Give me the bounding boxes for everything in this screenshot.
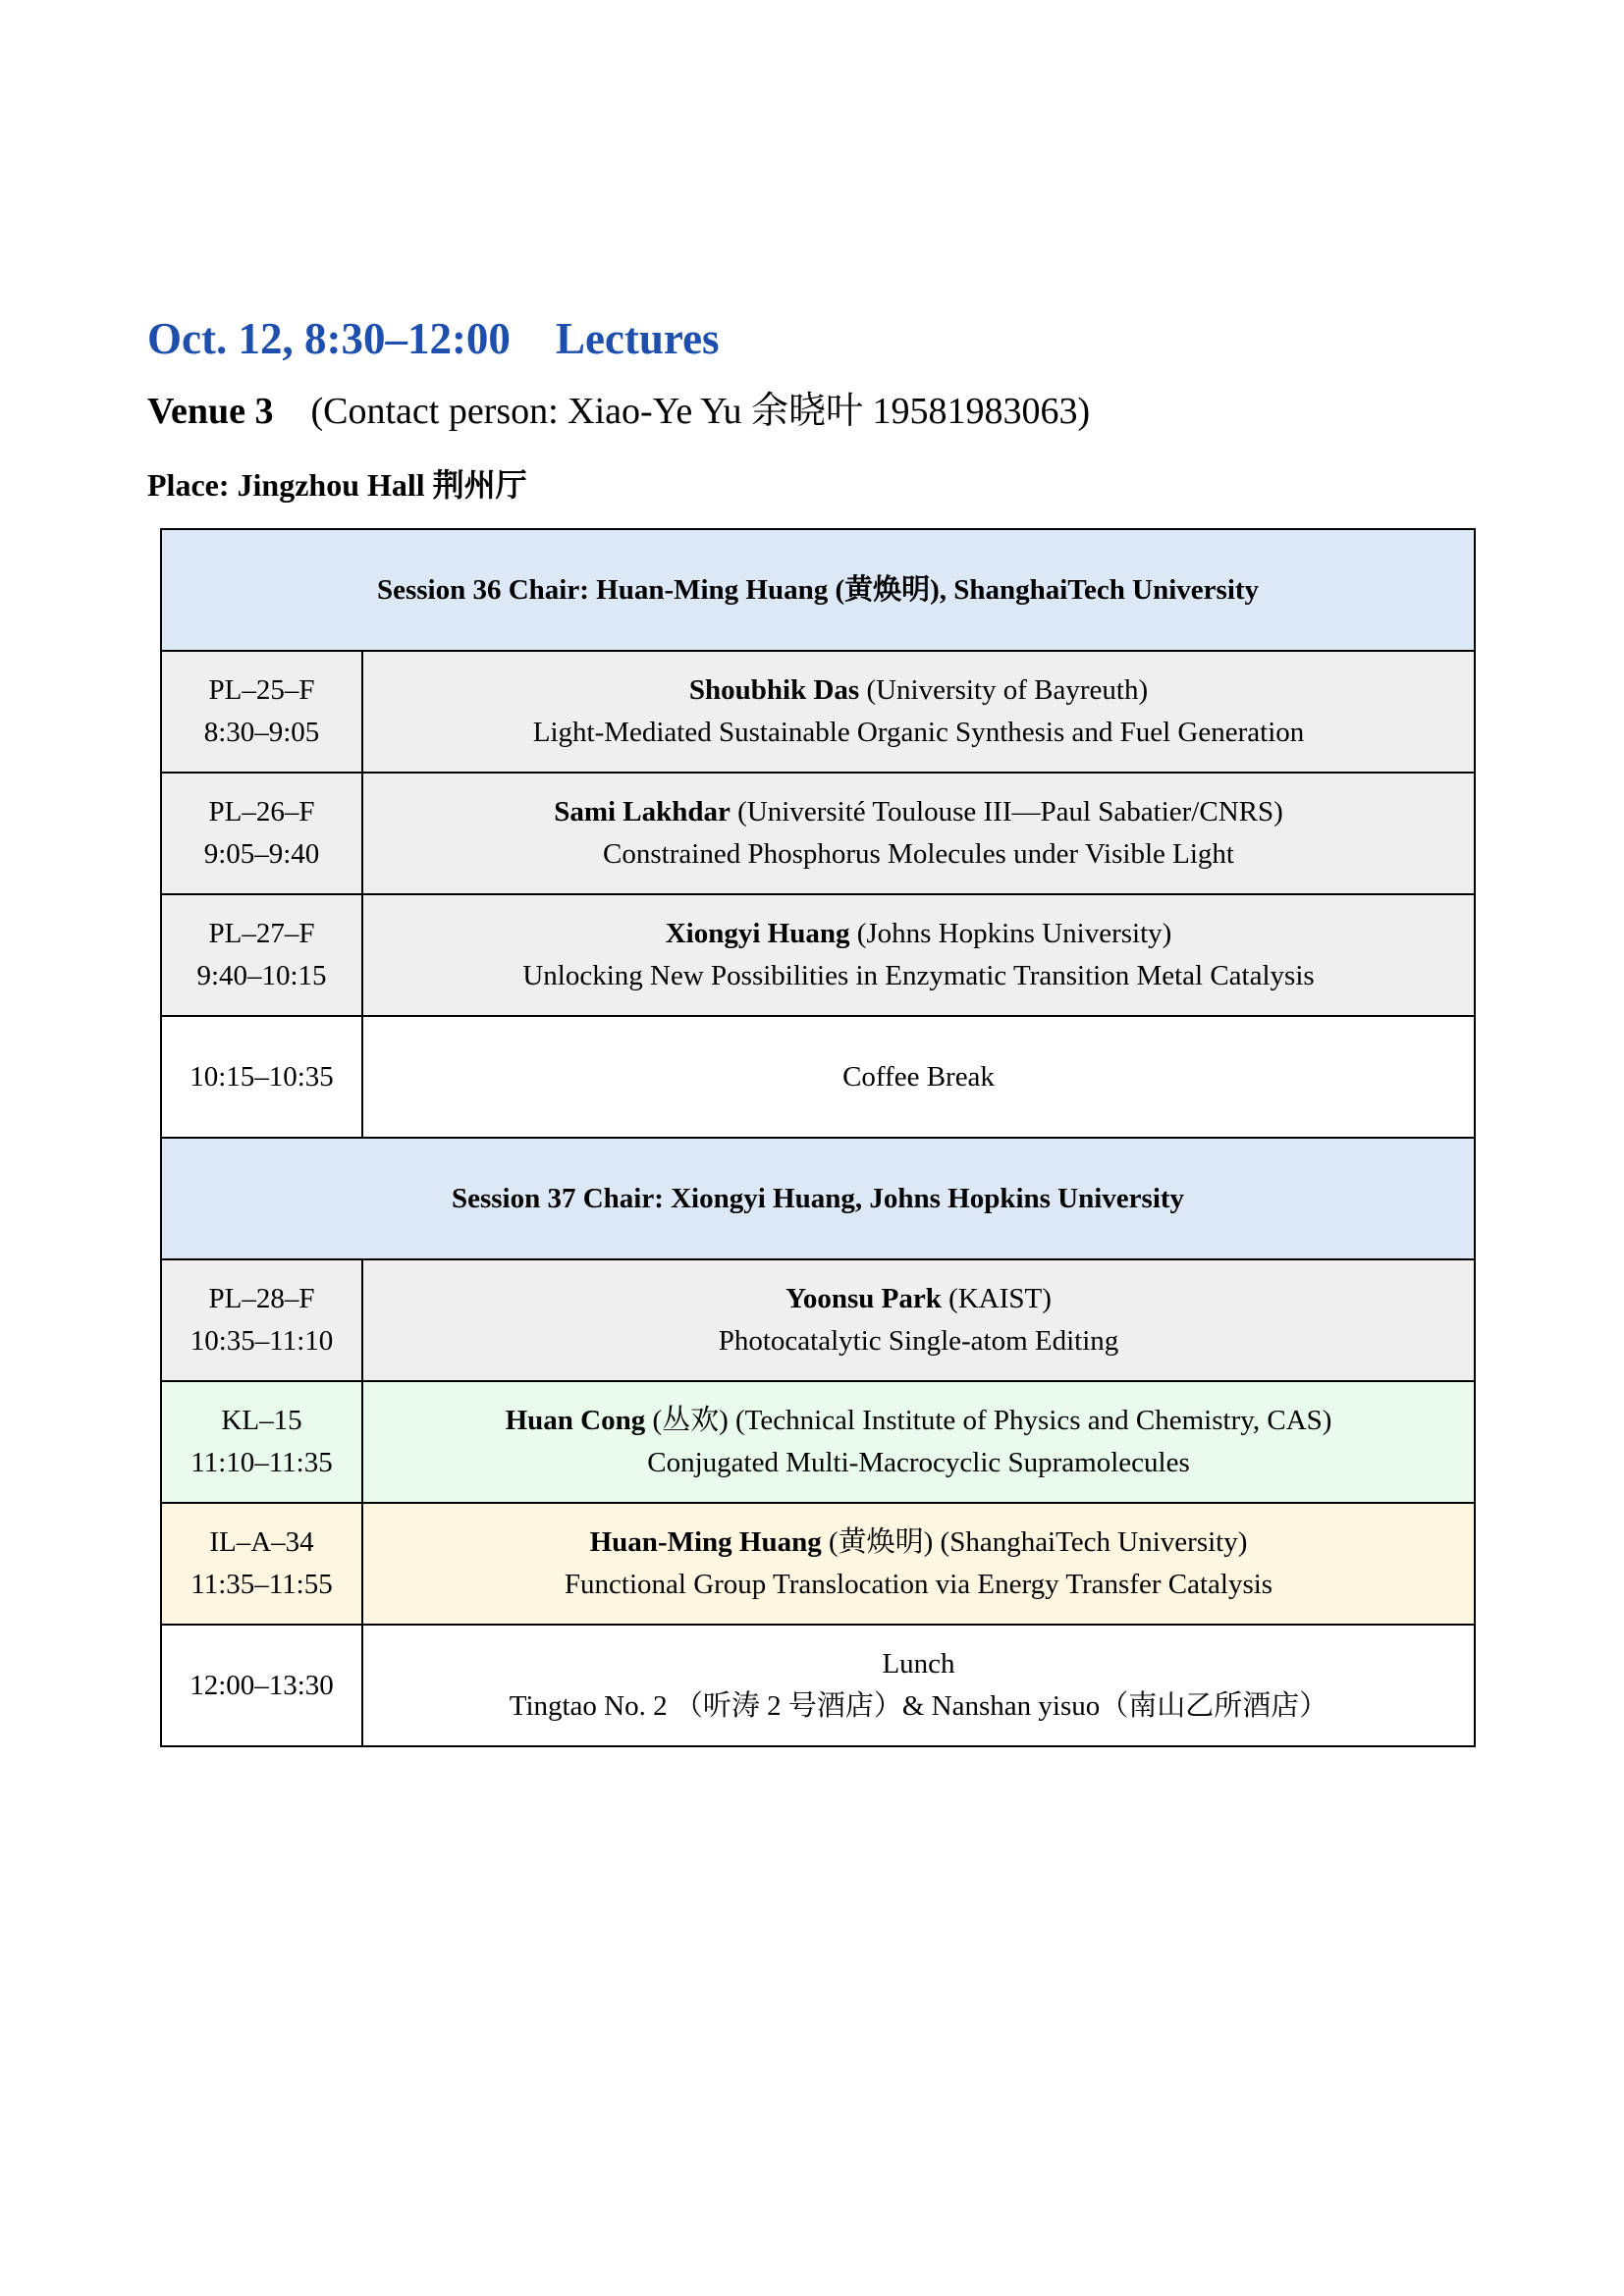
table-row — [161, 1259, 1475, 1381]
talk-title: Unlocking New Possibilities in Enzymatic Transition Metal Catalysis — [522, 960, 1315, 991]
talk-time: 9:40–10:15 — [196, 960, 327, 991]
speaker-name: Xiongyi Huang — [665, 918, 850, 949]
talk-time: 8:30–9:05 — [203, 717, 320, 748]
table-row — [161, 894, 1475, 1016]
time-cell — [161, 894, 362, 1016]
venue-line — [147, 393, 1090, 430]
talk-title: Photocatalytic Single-atom Editing — [718, 1325, 1119, 1357]
talk-code: PL–28–F — [208, 1283, 315, 1314]
lunch-time: 12:00–13:30 — [189, 1669, 334, 1701]
time-cell — [161, 1503, 362, 1625]
session-title: Session 36 Chair: Huan-Ming Huang (黄焕明), ShanghaiTech University — [161, 529, 1475, 651]
talk-cell — [362, 773, 1475, 894]
heading-date-time: Oct. 12, 8:30–12:00 — [147, 314, 511, 363]
time-cell — [161, 651, 362, 773]
speaker-affiliation: (丛欢) (Technical Institute of Physics and Chemistry, CAS) — [645, 1405, 1332, 1436]
coffee-break-row — [161, 1016, 1475, 1138]
venue-label: Venue 3 — [147, 391, 274, 432]
talk-code: PL–25–F — [208, 674, 315, 706]
lunch-cell — [362, 1625, 1475, 1746]
talk-time: 10:35–11:10 — [189, 1325, 334, 1357]
talk-code: KL–15 — [221, 1405, 302, 1436]
speaker-name: Shoubhik Das — [688, 674, 860, 706]
heading-type: Lectures — [555, 314, 720, 363]
table-row — [161, 651, 1475, 773]
talk-cell — [362, 894, 1475, 1016]
talk-cell — [362, 1503, 1475, 1625]
speaker-name: Sami Lakhdar — [554, 796, 731, 828]
talk-time: 11:35–11:55 — [190, 1569, 333, 1600]
break-time: 10:15–10:35 — [189, 1060, 334, 1093]
talk-title: Constrained Phosphorus Molecules under Visible Light — [603, 838, 1234, 870]
talk-time: 11:10–11:35 — [190, 1447, 333, 1478]
contact-person: (Contact person: Xiao-Ye Yu 余晓叶 19581983063) — [310, 391, 1091, 432]
speaker-name: Yoonsu Park — [785, 1283, 942, 1314]
time-cell — [161, 1016, 362, 1138]
session-37-header — [161, 1138, 1475, 1259]
lunch-row — [161, 1625, 1475, 1746]
time-cell — [161, 1259, 362, 1381]
lunch-label: Lunch — [882, 1648, 955, 1680]
place-line: Place: Jingzhou Hall 荆州厅 — [147, 467, 527, 503]
talk-code: PL–26–F — [208, 796, 315, 828]
break-cell — [362, 1016, 1475, 1138]
talk-cell — [362, 651, 1475, 773]
talk-code: IL–A–34 — [209, 1526, 314, 1558]
speaker-affiliation: (Université Toulouse III—Paul Sabatier/CNRS) — [730, 796, 1283, 828]
talk-cell — [362, 1259, 1475, 1381]
talk-cell — [362, 1381, 1475, 1503]
talk-title: Light-Mediated Sustainable Organic Synthesis and Fuel Generation — [532, 717, 1305, 748]
table-row — [161, 773, 1475, 894]
speaker-affiliation: (Johns Hopkins University) — [849, 918, 1172, 949]
schedule-table — [160, 528, 1476, 1747]
talk-title: Conjugated Multi-Macrocyclic Supramolecules — [647, 1447, 1190, 1478]
talk-code: PL–27–F — [208, 918, 315, 949]
speaker-name: Huan-Ming Huang — [589, 1526, 822, 1558]
talk-time: 9:05–9:40 — [203, 838, 320, 870]
talk-title: Functional Group Translocation via Energy Transfer Catalysis — [564, 1569, 1273, 1600]
table-row — [161, 1503, 1475, 1625]
lunch-location: Tingtao No. 2 （听涛 2 号酒店）& Nanshan yisuo（南山乙所酒店） — [509, 1690, 1328, 1722]
speaker-name: Huan Cong — [505, 1405, 646, 1436]
table-row — [161, 1381, 1475, 1503]
speaker-affiliation: (University of Bayreuth) — [859, 674, 1149, 706]
speaker-affiliation: (KAIST) — [941, 1283, 1052, 1314]
session-title: Session 37 Chair: Xiongyi Huang, Johns Hopkins University — [161, 1138, 1475, 1259]
speaker-affiliation: (黄焕明) (ShanghaiTech University) — [821, 1526, 1248, 1558]
time-cell — [161, 1625, 362, 1746]
time-cell — [161, 1381, 362, 1503]
time-cell — [161, 773, 362, 894]
session-36-header — [161, 529, 1475, 651]
break-label: Coffee Break — [842, 1060, 995, 1093]
page-heading — [147, 314, 720, 363]
